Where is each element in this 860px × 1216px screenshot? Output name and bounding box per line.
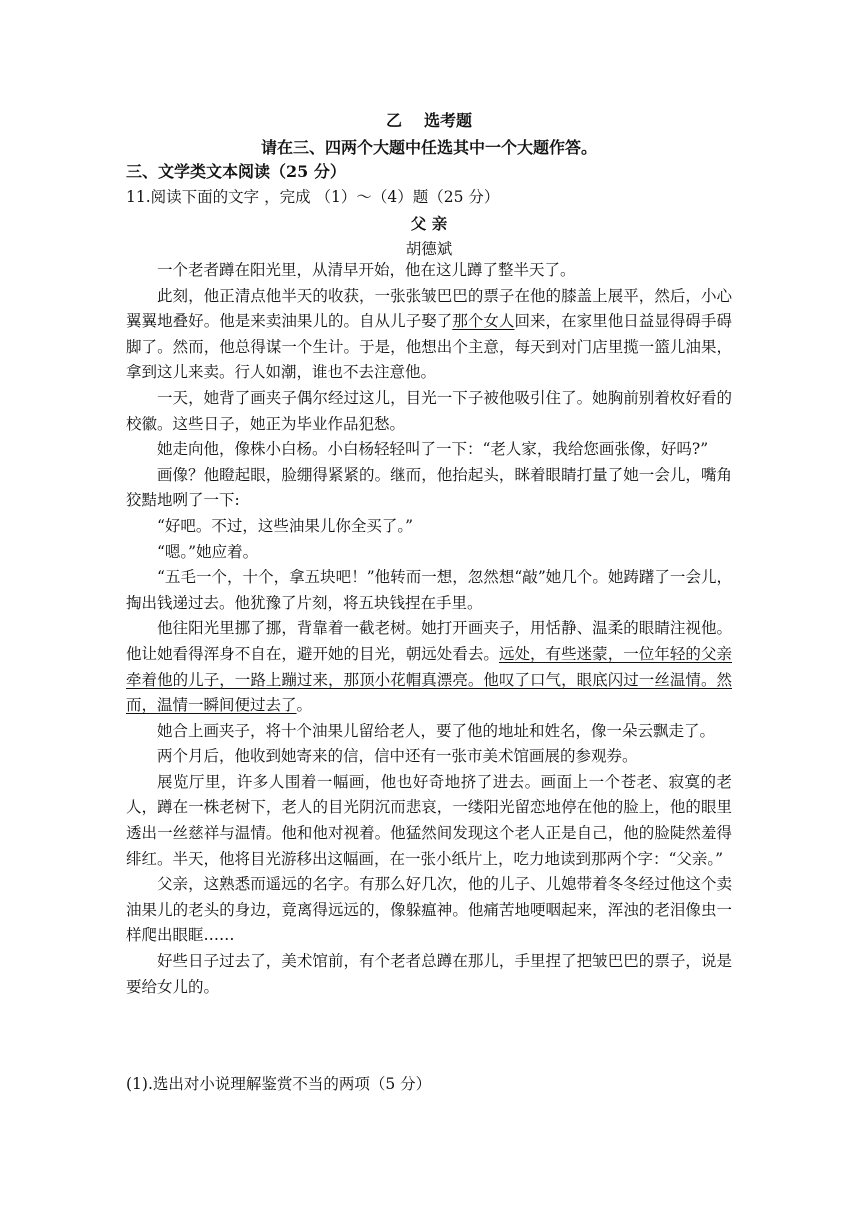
paragraph-text: 回来，在家里他日益显得碍手碍脚了。然而，他总得谋一个生计。于是，他想出个主意，每天到对门店里揽一篮儿油果，拿到这儿来卖。行人如潮，谁也不去注意他。 — [126, 312, 732, 382]
underlined-phrase: 那个女人 — [452, 312, 515, 331]
paragraph-text: 他往阳光里挪了挪，背靠着一截老树。她打开画夹子，用恬静、温柔的眼睛注视他。他让她看得浑身不自在，避开她的目光，朝远处看去。 — [126, 619, 732, 663]
instruction: 请在三、四两个大题中任选其中一个大题作答。 — [260, 138, 597, 157]
paragraph-text: 。 — [296, 696, 313, 715]
paragraph: 画像？他瞪起眼，脸绷得紧紧的。继而，他抬起头，眯着眼睛打量了她一会儿，嘴角狡黠地咧了一下: — [126, 465, 732, 510]
paragraph: 一天，她背了画夹子偶尔经过这儿，目光一下子被他吸引住了。她胸前别着枚好看的校徽。这些日子，她正为毕业作品犯愁。 — [126, 388, 732, 433]
paragraph: 好些日子过去了，美术馆前，有个老者总蹲在那儿，手里捏了把皱巴巴的票子，说是要给女儿的。 — [126, 952, 732, 996]
underlined-sentence: 远处，有些迷蒙，一位年轻的父亲牵着他的儿子，一路上蹦过来，那顶小花帽真漂亮。他叹了口气，眼底闪过一丝温情。然而，温情一瞬间便过去了 — [126, 644, 732, 715]
paragraph — [126, 616, 732, 718]
paragraph: “五毛一个，十个，拿五块吧！”他转而一想，忽然想“敲”她几个。她踌躇了一会儿，掏出钱递过去。他犹豫了片刻，将五块钱捏在手里。 — [126, 568, 732, 612]
paragraph: 一个老者蹲在阳光里，从清早开始，他在这儿蹲了整半天了。 — [157, 261, 576, 279]
paragraph: 展览厅里，许多人围着一幅画，他也好奇地挤了进去。画面上一个苍老、寂寞的老人，蹲在一株老树下，老人的目光阴沉而悲哀，一缕阳光留恋地停在他的脸上，他的眼里透出一丝慈祥与温情。他和他对视着。他猛然间发现这个老人正是自己，他的脸陡然羞得绯红。半天，他将目光游移出这幅画，在一张小纸片上，吃力地读到那两个字：“父亲。” — [126, 772, 732, 868]
story-title: 父 亲 — [410, 214, 448, 233]
paragraph: 她合上画夹子，将十个油果儿留给老人，要了他的地址和姓名，像一朵云飘走了。 — [157, 721, 716, 740]
paragraph-text: 此刻，他正清点他半天的收获，一张张皱巴巴的票子在他的膝盖上展平，然后，小心翼翼地叠好。他是来卖油果儿的。自从儿子娶了 — [126, 286, 732, 331]
story-body — [126, 258, 732, 1000]
paragraph: 父亲，这熟悉而遥远的名字。有那么好几次，他的儿子、儿媳带着冬冬经过他这个卖油果儿的老头的身边，竟离得远远的，像躲瘟神。他痛苦地哽咽起来，浑浊的老泪像虫一样爬出眼眶…… — [126, 875, 732, 945]
question-1: (1).选出对小说理解鉴赏不当的两项（5 分） — [126, 1075, 432, 1093]
part-title: 选考题 — [424, 111, 473, 130]
paragraph: “嗯。”她应着。 — [157, 542, 259, 561]
section-title: 三、文学类文本阅读（25 分） — [126, 162, 346, 181]
part-label: 乙 — [385, 111, 402, 130]
paragraph: 两个月后，他收到她寄来的信，信中还有一张市美术馆画展的参观券。 — [157, 747, 638, 766]
paragraph: 她走向他，像株小白杨。小白杨轻轻叫了一下：“老人家，我给您画张像，好吗?” — [157, 440, 709, 459]
paragraph: “好吧。不过，这些油果儿你全买了。” — [157, 516, 414, 535]
part-heading — [126, 108, 732, 131]
question-stem: 11.阅读下面的文字 ，完成 （1）～（4）题（25 分） — [126, 188, 500, 206]
paragraph — [126, 284, 732, 386]
story-author: 胡德斌 — [405, 240, 453, 258]
